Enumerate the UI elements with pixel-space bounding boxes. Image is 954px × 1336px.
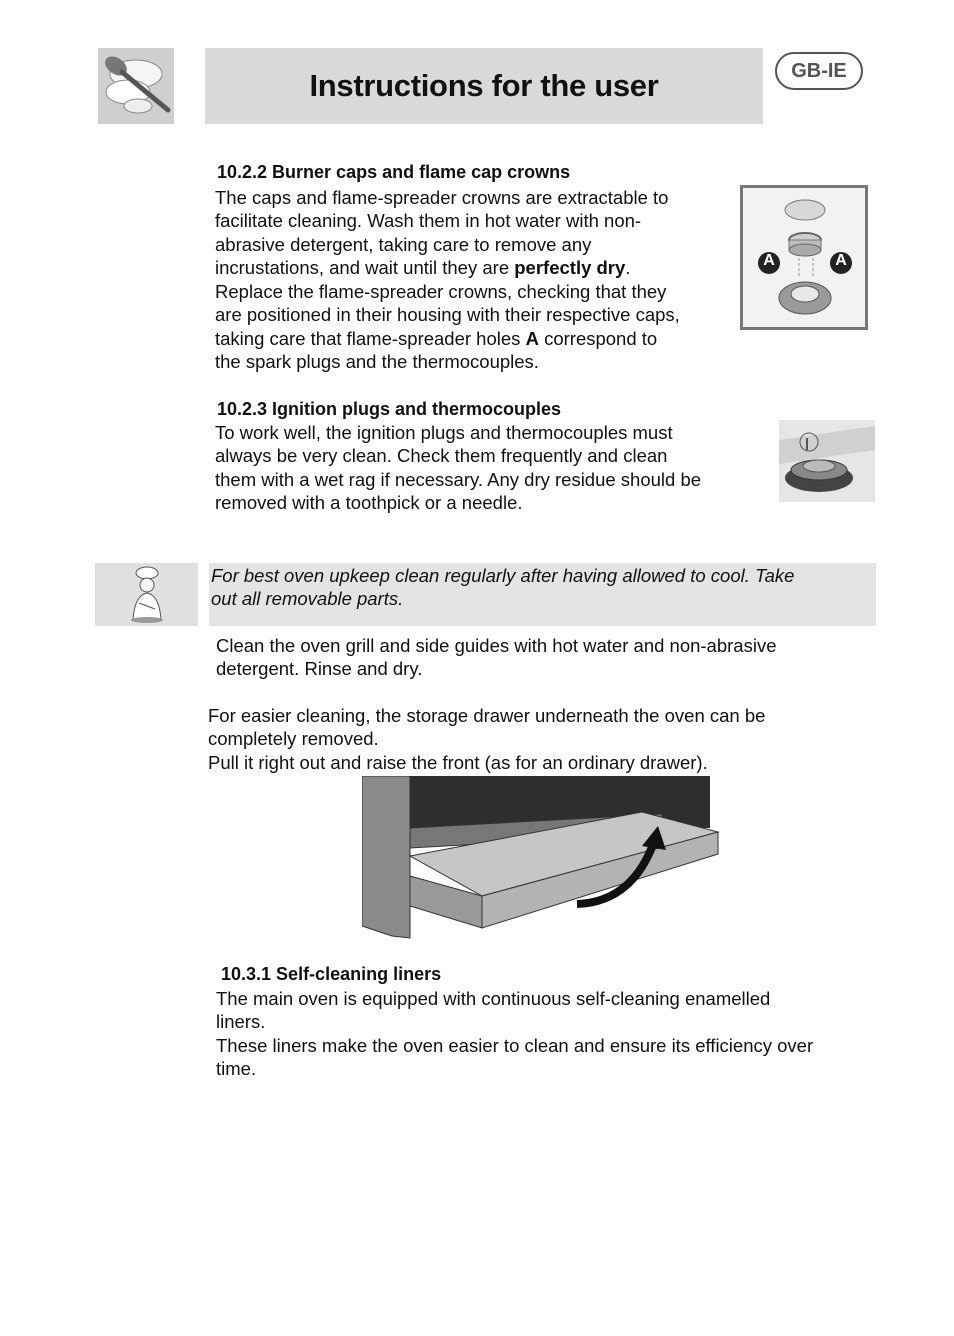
page-title: Instructions for the user bbox=[309, 68, 659, 103]
section-1022-para1 bbox=[215, 186, 723, 280]
logo bbox=[98, 48, 174, 124]
text-line: incrustations, and wait until they are perfectly dry. bbox=[215, 257, 631, 279]
text-line: completely removed. bbox=[208, 728, 379, 750]
text-line: Replace the flame-spreader crowns, checking that they bbox=[215, 281, 667, 302]
grill-paragraph bbox=[216, 634, 876, 681]
section-heading-1023: 10.2.3 Ignition plugs and thermocouples bbox=[217, 399, 562, 419]
note-text bbox=[211, 564, 875, 611]
text-line: the spark plugs and the thermocouples. bbox=[215, 351, 539, 373]
section-1031-para2 bbox=[216, 1034, 876, 1081]
region-badge: GB-IE bbox=[775, 52, 863, 90]
chef-icon bbox=[95, 563, 198, 626]
text-line: time. bbox=[216, 1058, 257, 1080]
text-line: are positioned in their housing with their respective caps, bbox=[215, 304, 680, 326]
text-line: For easier cleaning, the storage drawer underneath the oven can be bbox=[208, 705, 766, 726]
text-line: out all removable parts. bbox=[211, 588, 404, 610]
spoon-chef-hat-icon bbox=[98, 48, 174, 124]
section-1022-para2 bbox=[215, 280, 723, 374]
section-1023-body bbox=[215, 421, 755, 515]
text-line: Pull it right out and raise the front (as for an ordinary drawer). bbox=[208, 751, 708, 773]
section-1031-para1 bbox=[216, 987, 876, 1034]
text-line: The main oven is equipped with continuous self-cleaning enamelled bbox=[216, 988, 771, 1009]
text-line: facilitate cleaning. Wash them in hot water with non- bbox=[215, 210, 642, 232]
text-line: them with a wet rag if necessary. Any dry residue should be bbox=[215, 468, 702, 490]
drawer-illustration bbox=[362, 776, 722, 940]
text-line: taking care that flame-spreader holes A correspond to bbox=[215, 327, 658, 349]
ignition-figure bbox=[779, 420, 875, 502]
text-line: Clean the oven grill and side guides with hot water and non-abrasive bbox=[216, 635, 777, 656]
page-title-bar bbox=[205, 48, 763, 124]
text-line: detergent. Rinse and dry. bbox=[216, 658, 423, 680]
text-line: abrasive detergent, taking care to remove any bbox=[215, 233, 592, 255]
section-heading-1031: 10.3.1 Self-cleaning liners bbox=[221, 964, 442, 984]
text-line: For best oven upkeep clean regularly after having allowed to cool. Take bbox=[211, 565, 795, 586]
text-line: liners. bbox=[216, 1011, 266, 1033]
text-line: always be very clean. Check them frequently and clean bbox=[215, 445, 668, 467]
text-line: removed with a toothpick or a needle. bbox=[215, 492, 523, 514]
text-line: The caps and flame-spreader crowns are extractable to bbox=[215, 187, 669, 208]
text-line: These liners make the oven easier to clean and ensure its efficiency over bbox=[216, 1035, 814, 1056]
ignition-illustration bbox=[779, 420, 875, 502]
label-a-left: A bbox=[763, 252, 775, 269]
label-a-right: A bbox=[835, 252, 847, 269]
drawer-paragraph bbox=[208, 704, 876, 774]
section-heading-1022: 10.2.2 Burner caps and flame cap crowns bbox=[217, 162, 571, 182]
chef-note-icon-box bbox=[95, 563, 198, 626]
burner-cap-figure bbox=[740, 185, 868, 330]
text-line: To work well, the ignition plugs and thermocouples must bbox=[215, 422, 673, 443]
drawer-figure bbox=[362, 776, 722, 940]
